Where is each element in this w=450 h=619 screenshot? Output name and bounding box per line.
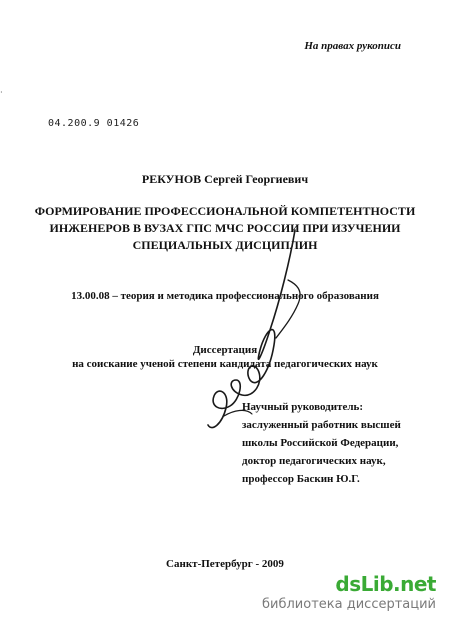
rights-notice: На правах рукописи	[304, 40, 401, 52]
margin-mark: ·	[0, 88, 3, 97]
supervisor-line: профессор Баскин Ю.Г.	[242, 473, 360, 485]
supervisor-line: школы Российской Федерации,	[242, 437, 399, 449]
supervisor-line: доктор педагогических наук,	[242, 455, 386, 467]
supervisor-line: заслуженный работник высшей	[242, 419, 401, 431]
degree-line: на соискание ученой степени кандидата педагогических наук	[72, 358, 378, 370]
specialty-code: 13.00.08 – теория и методика профессионального образования	[71, 290, 379, 302]
author-name: РЕКУНОВ Сергей Георгиевич	[141, 172, 309, 186]
supervisor-heading: Научный руководитель:	[242, 401, 363, 413]
dissertation-label: Диссертация	[192, 344, 258, 356]
title-line: ИНЖЕНЕРОВ В ВУЗАХ ГПС МЧС РОССИИ ПРИ ИЗУЧЕНИИ	[49, 221, 401, 235]
city-year: Санкт-Петербург - 2009	[166, 558, 284, 570]
archive-stamp: 04.200.9 01426	[48, 118, 140, 129]
dslib-logo: dsLib.net	[335, 572, 436, 596]
handwritten-signature	[200, 220, 310, 450]
title-line: СПЕЦИАЛЬНЫХ ДИСЦИПЛИН	[132, 238, 318, 252]
dslib-subtitle: библиотека диссертаций	[262, 597, 436, 612]
title-line: ФОРМИРОВАНИЕ ПРОФЕССИОНАЛЬНОЙ КОМПЕТЕНТНОСТИ	[34, 204, 416, 218]
